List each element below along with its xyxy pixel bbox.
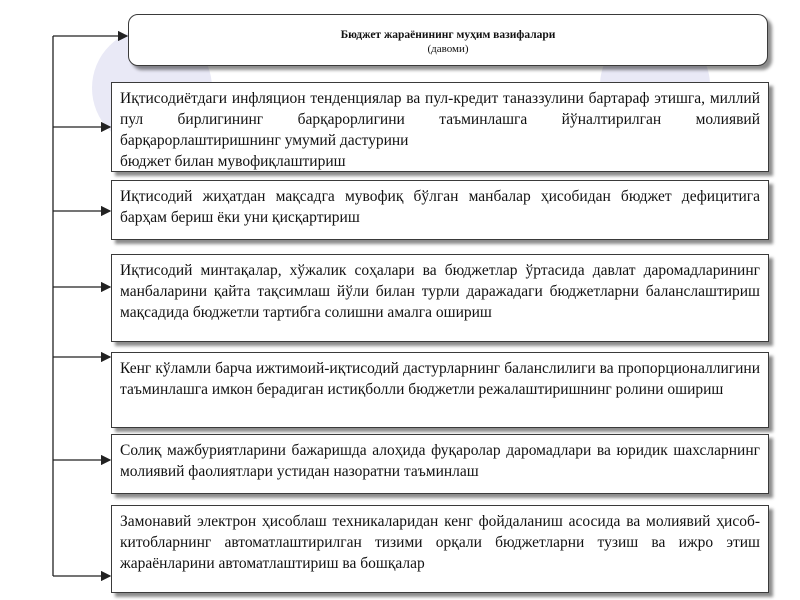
task-box-4 bbox=[111, 352, 769, 428]
task-text: Солиқ мажбуриятларини бажаришда алоҳида фуқаролар даромадлари ва юридик шахсларнинг молиявий фаолиятлари устидан назоратни таъминлаш bbox=[120, 442, 760, 480]
task-box-1 bbox=[111, 82, 769, 172]
task-text: Кенг кўламли барча ижтимоий-иқтисодий дастурларнинг баланслилиги ва пропорционаллигини таъминлашга имкон берадиган истиқболли бюджетли режалаштиришнинг ролини ошириш bbox=[120, 360, 760, 398]
task-text-continued: бюджет билан мувофиқлаштириш bbox=[120, 153, 346, 170]
task-box-3 bbox=[111, 254, 769, 342]
diagram-subtitle: (давоми) bbox=[427, 43, 469, 55]
task-box-6 bbox=[111, 505, 769, 593]
task-box-5 bbox=[111, 434, 769, 494]
title-box bbox=[128, 14, 768, 66]
diagram-title: Бюджет жараёнининг муҳим вазифалари bbox=[340, 29, 556, 41]
task-text: Иқтисодиётдаги инфляцион тенденциялар ва пул-кредит таназзулини бартараф этишга, миллий пул бирлигининг барқарорлигини таъминлашга йўналтирилган молиявий барқарорлаштиришнинг умумий дастурини bbox=[120, 90, 760, 149]
task-text: Замонавий электрон ҳисоблаш техникаларидан кенг фойдаланиш асосида ва молиявий ҳисоб-китобларнинг автоматлаштирилган тизими орқали бюджетларни тузиш ва ижро этиш жараёнларини автоматлаштириш ва бошқалар bbox=[120, 513, 760, 572]
task-text: Иқтисодий минтақалар, хўжалик соҳалари ва бюджетлар ўртасида давлат даромадларининг манбаларини қайта тақсимлаш йўли билан турли даражадаги бюджетларни баланслаштириш мақсадида бюджетли тартибга солишни амалга ошириш bbox=[120, 262, 760, 321]
task-text: Иқтисодий жиҳатдан мақсадга мувофиқ бўлган манбалар ҳисобидан бюджет дефицитига барҳам бериш ёки уни қисқартириш bbox=[120, 188, 760, 226]
task-box-2 bbox=[111, 180, 769, 240]
